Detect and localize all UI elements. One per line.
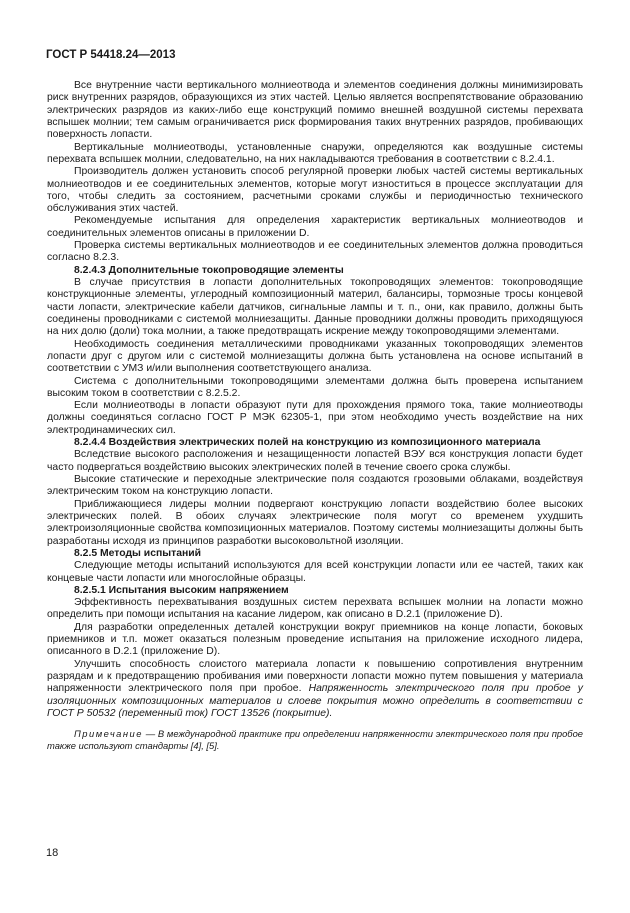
- paragraph: Для разработки определенных деталей конструкции вокруг приемников на конце лопасти, боковых приемников и т.п. может оказаться полезным проведение испытания на приложение исходного лидера, описанного в D.2.1 (приложение D).: [47, 621, 583, 658]
- paragraph: Вертикальные молниеотводы, установленные снаружи, определяются как воздушные системы перехвата вспышек молнии, следовательно, на них накладываются требования в соответствии с 8.2.4.1.: [47, 141, 583, 165]
- italic-text: Напряженность электрического поля при пробое у изоляционных композиционных материалов и слоеве покрытия можно определить в соответствии с ГОСТ Р 50532 (переменный ток) ГОСТ 13526 (покрытие).: [47, 683, 584, 719]
- section-heading: 8.2.5.1 Испытания высоким напряжением: [74, 584, 289, 596]
- paragraph: Эффективность перехватывания воздушных систем перехвата вспышек молнии на лопасти можно определить при помощи испытания на касание лидером, как описано в D.2.1 (приложение D).: [47, 597, 583, 621]
- note-text: — В международной практике при определении напряженности электрического поля при пробое также используют стандарты [4], [5].: [47, 728, 583, 751]
- section-heading: 8.2.5 Методы испытаний: [74, 547, 202, 559]
- paragraph: Высокие статические и переходные электрические поля создаются грозовыми облаками, воздействуя электрическим током на конструкцию лопасти.: [47, 474, 583, 498]
- paragraph-text: Улучшить способность слоистого материала лопасти к повышению сопротивления внутренним разрядам и к предотвращению пробивания ими поверхности лопасти можно путем повышения у материала напряженности электрического поля при пробое.: [47, 658, 583, 695]
- note-label: Примечание: [74, 728, 143, 740]
- document-header: ГОСТ Р 54418.24—2013: [46, 49, 176, 61]
- paragraph: Производитель должен установить способ регулярной проверки любых частей системы вертикальных молниеотводов и ее соединительных элементов, которые могут изноститься в процессе эксплуатации для того, чтобы следить за состоянием, расчетными сроками службы и периодичностью технического обслуживания этих частей.: [47, 166, 583, 215]
- paragraph: В случае присутствия в лопасти дополнительных токопроводящих элементов: токопроводящие конструкционные элементы, углеродный композиционный материл, балансиры, тормозные тросы концевой части лопасти, электрические кабели датчиков, сигнальные лампы и т. п., они, как правило, должны быть соединены проводниками с системой молниезащиты. Данные проводники должны проводить приходящуюся на них долю (доли) тока молнии, а также предотвращать искрение между токопроводящими элементами.: [47, 277, 583, 338]
- paragraph: Проверка системы вертикальных молниеотводов и ее соединительных элементов должна проводиться согласно 8.2.3.: [47, 240, 583, 264]
- paragraph: Все внутренние части вертикального молниеотвода и элементов соединения должны минимизировать риск внутренних разрядов, образующихся из этих частей. Целью является воспрепятствование образованию электрических разрядов из каких-либо еще конструкций помимо внешней воздушной системы перехвата вспышек молнии; тем самым ограничивается риск формирования таких внутренних разрядов, пробивающих поверхность лопасти.: [47, 80, 583, 141]
- section-heading: 8.2.4.3 Дополнительные токопроводящие элементы: [74, 264, 344, 276]
- paragraph: Система с дополнительными токопроводящими элементами должна быть проверена испытанием высоким током в соответствии с 8.2.5.2.: [47, 375, 583, 399]
- page-number: 18: [46, 847, 59, 859]
- paragraph: Приближающиеся лидеры молнии подвергают конструкцию лопасти воздействию более высоких электрических полей. В обоих случаях электрические поля могут со временем ухудшить электроизоляционные свойства композиционных материалов. Поэтому системы молниезащиты должны быть разработаны исходя из принципов разработки высоковольтной изоляции.: [47, 498, 583, 547]
- note: [47, 728, 583, 751]
- section-heading: 8.2.4.4 Воздействия электрических полей на конструкцию из композиционного материала: [74, 437, 541, 449]
- paragraph: Вследствие высокого расположения и незащищенности лопастей ВЭУ вся конструкция лопасти будет часто подвергаться воздействию высоких электрических полей в течение своего срока службы.: [47, 449, 583, 473]
- paragraph: [47, 659, 583, 721]
- paragraph: Рекомендуемые испытания для определения характеристик вертикальных молниеотводов и соединительных элементов описаны в приложении D.: [47, 215, 583, 239]
- document-body: [47, 80, 583, 751]
- paragraph: Необходимость соединения металлическими проводниками указанных токопроводящих элементов лопасти друг с другом или с системой молниезащиты должна быть установлена на основе испытаний в соответствии с УМЗ и/или выполнения соответствующего анализа.: [47, 338, 583, 375]
- paragraph: Следующие методы испытаний используются для всей конструкции лопасти или ее частей, таких как концевые части лопасти или многослойные образцы.: [47, 560, 583, 584]
- paragraph: Если молниеотводы в лопасти образуют пути для прохождения прямого тока, такие молниеотводы должны соединяться согласно ГОСТ Р МЭК 62305-1, при этом необходимо учесть воздействие на них электродинамических сил.: [47, 400, 583, 436]
